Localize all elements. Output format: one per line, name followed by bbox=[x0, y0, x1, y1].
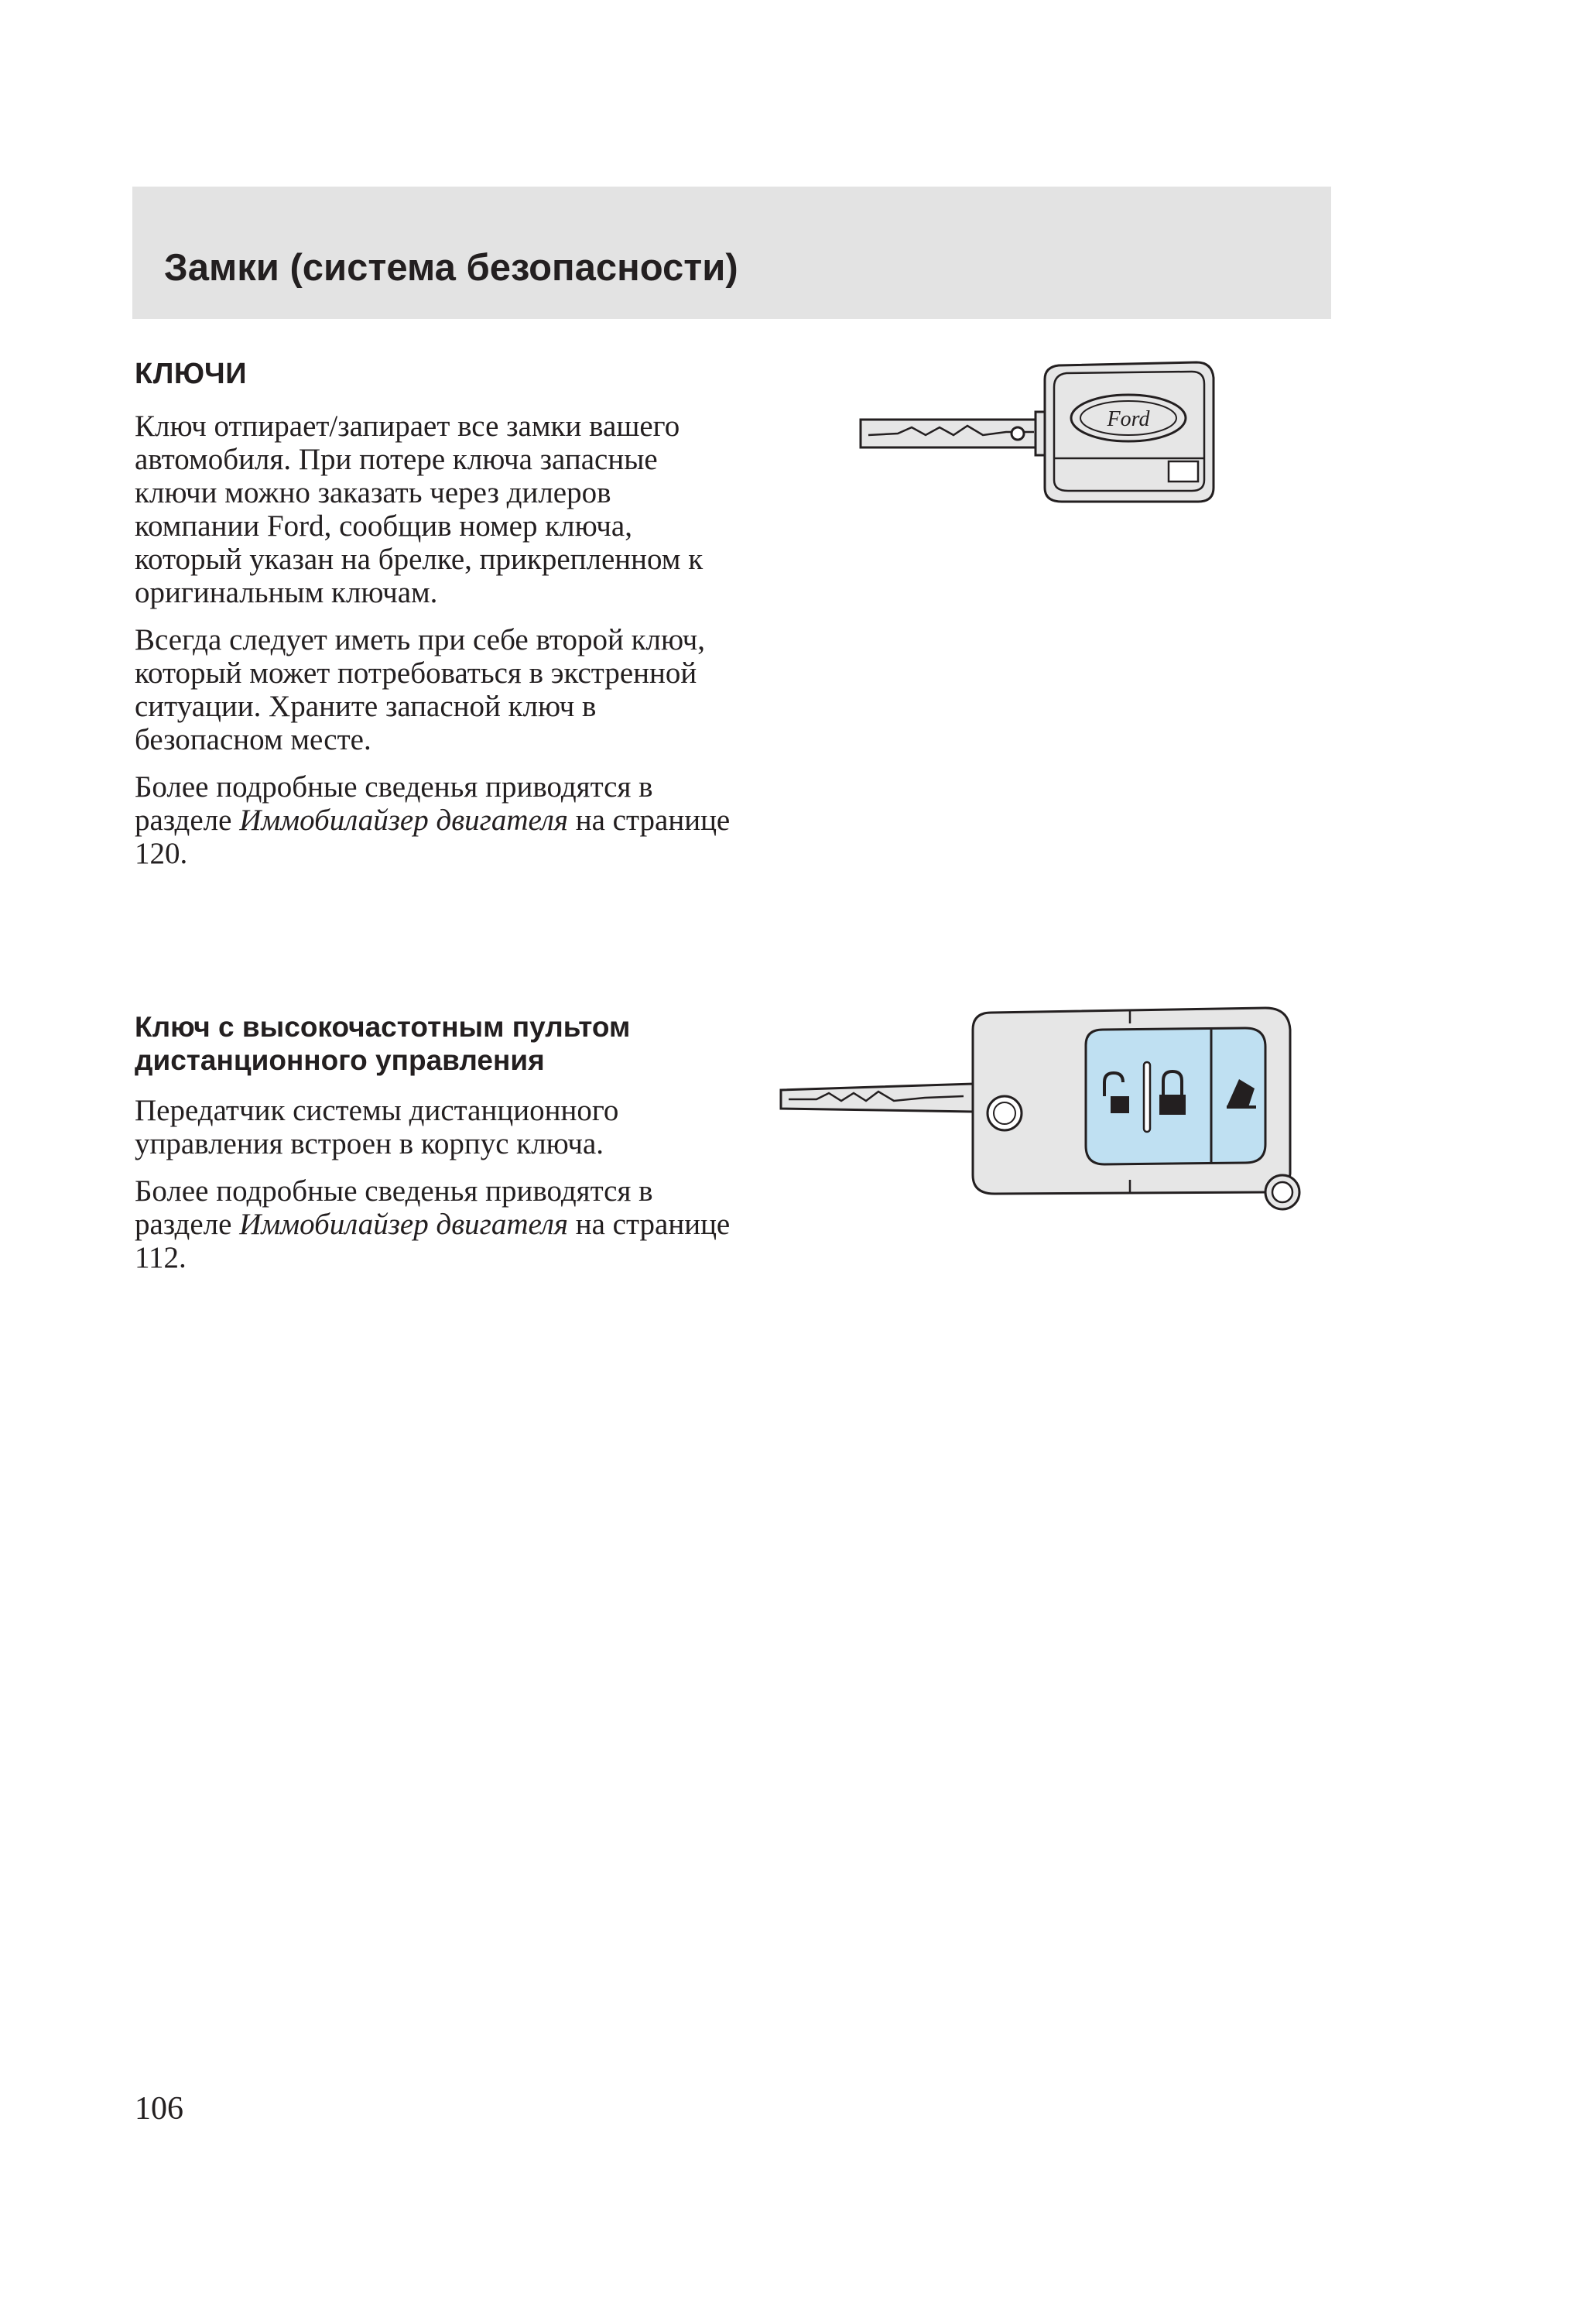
keys-heading: КЛЮЧИ bbox=[135, 358, 248, 390]
keys-paragraph-1: Ключ отпирает/запирает все замки вашего автомобиля. При потере ключа запасные ключи можно заказать через дилеров компании Ford, сообщив номер ключа, который указан на брелке, прикрепленном к оригинальным ключам. bbox=[135, 410, 703, 609]
section-reference: Иммобилайзер двигателя bbox=[239, 804, 568, 837]
key-ring-hole bbox=[1012, 427, 1024, 440]
page-number: 106 bbox=[135, 2091, 183, 2127]
key-ring-inner bbox=[1272, 1182, 1292, 1202]
text-run: Более подробные сведенья приводятся в разделе bbox=[135, 770, 653, 837]
keys-paragraph-3 bbox=[135, 770, 738, 870]
remote-heading-line-2: дистанционного управления bbox=[135, 1044, 545, 1076]
key-tag-slot bbox=[1169, 461, 1198, 482]
ford-key-illustration bbox=[851, 356, 1223, 511]
ford-logo-text: Ford bbox=[1107, 407, 1150, 431]
remote-heading bbox=[135, 1010, 738, 1077]
text-run: на странице 120. bbox=[135, 804, 731, 870]
page-title: Замки (система безопасности) bbox=[164, 247, 738, 289]
remote-section bbox=[135, 1010, 738, 1288]
remote-heading-line-1: Ключ с высокочастотным пультом bbox=[135, 1011, 631, 1043]
text-run: на странице 112. bbox=[135, 1208, 731, 1274]
remote-paragraph-2 bbox=[135, 1174, 738, 1274]
remote-paragraph-1: Передатчик системы дистанционного управления встроен в корпус ключа. bbox=[135, 1094, 619, 1160]
header-band bbox=[132, 187, 1331, 319]
remote-key-illustration bbox=[770, 999, 1312, 1215]
text-run: Более подробные сведенья приводятся в разделе bbox=[135, 1174, 653, 1241]
remote-button-separator bbox=[1144, 1062, 1150, 1132]
flip-release-button bbox=[988, 1096, 1022, 1130]
keys-paragraph-2: Всегда следует иметь при себе второй ключ, который может потребоваться в экстренной ситуации. Храните запасной ключ в безопасном месте. bbox=[135, 623, 706, 756]
section-reference: Иммобилайзер двигателя bbox=[239, 1208, 568, 1241]
keys-section bbox=[135, 358, 738, 884]
